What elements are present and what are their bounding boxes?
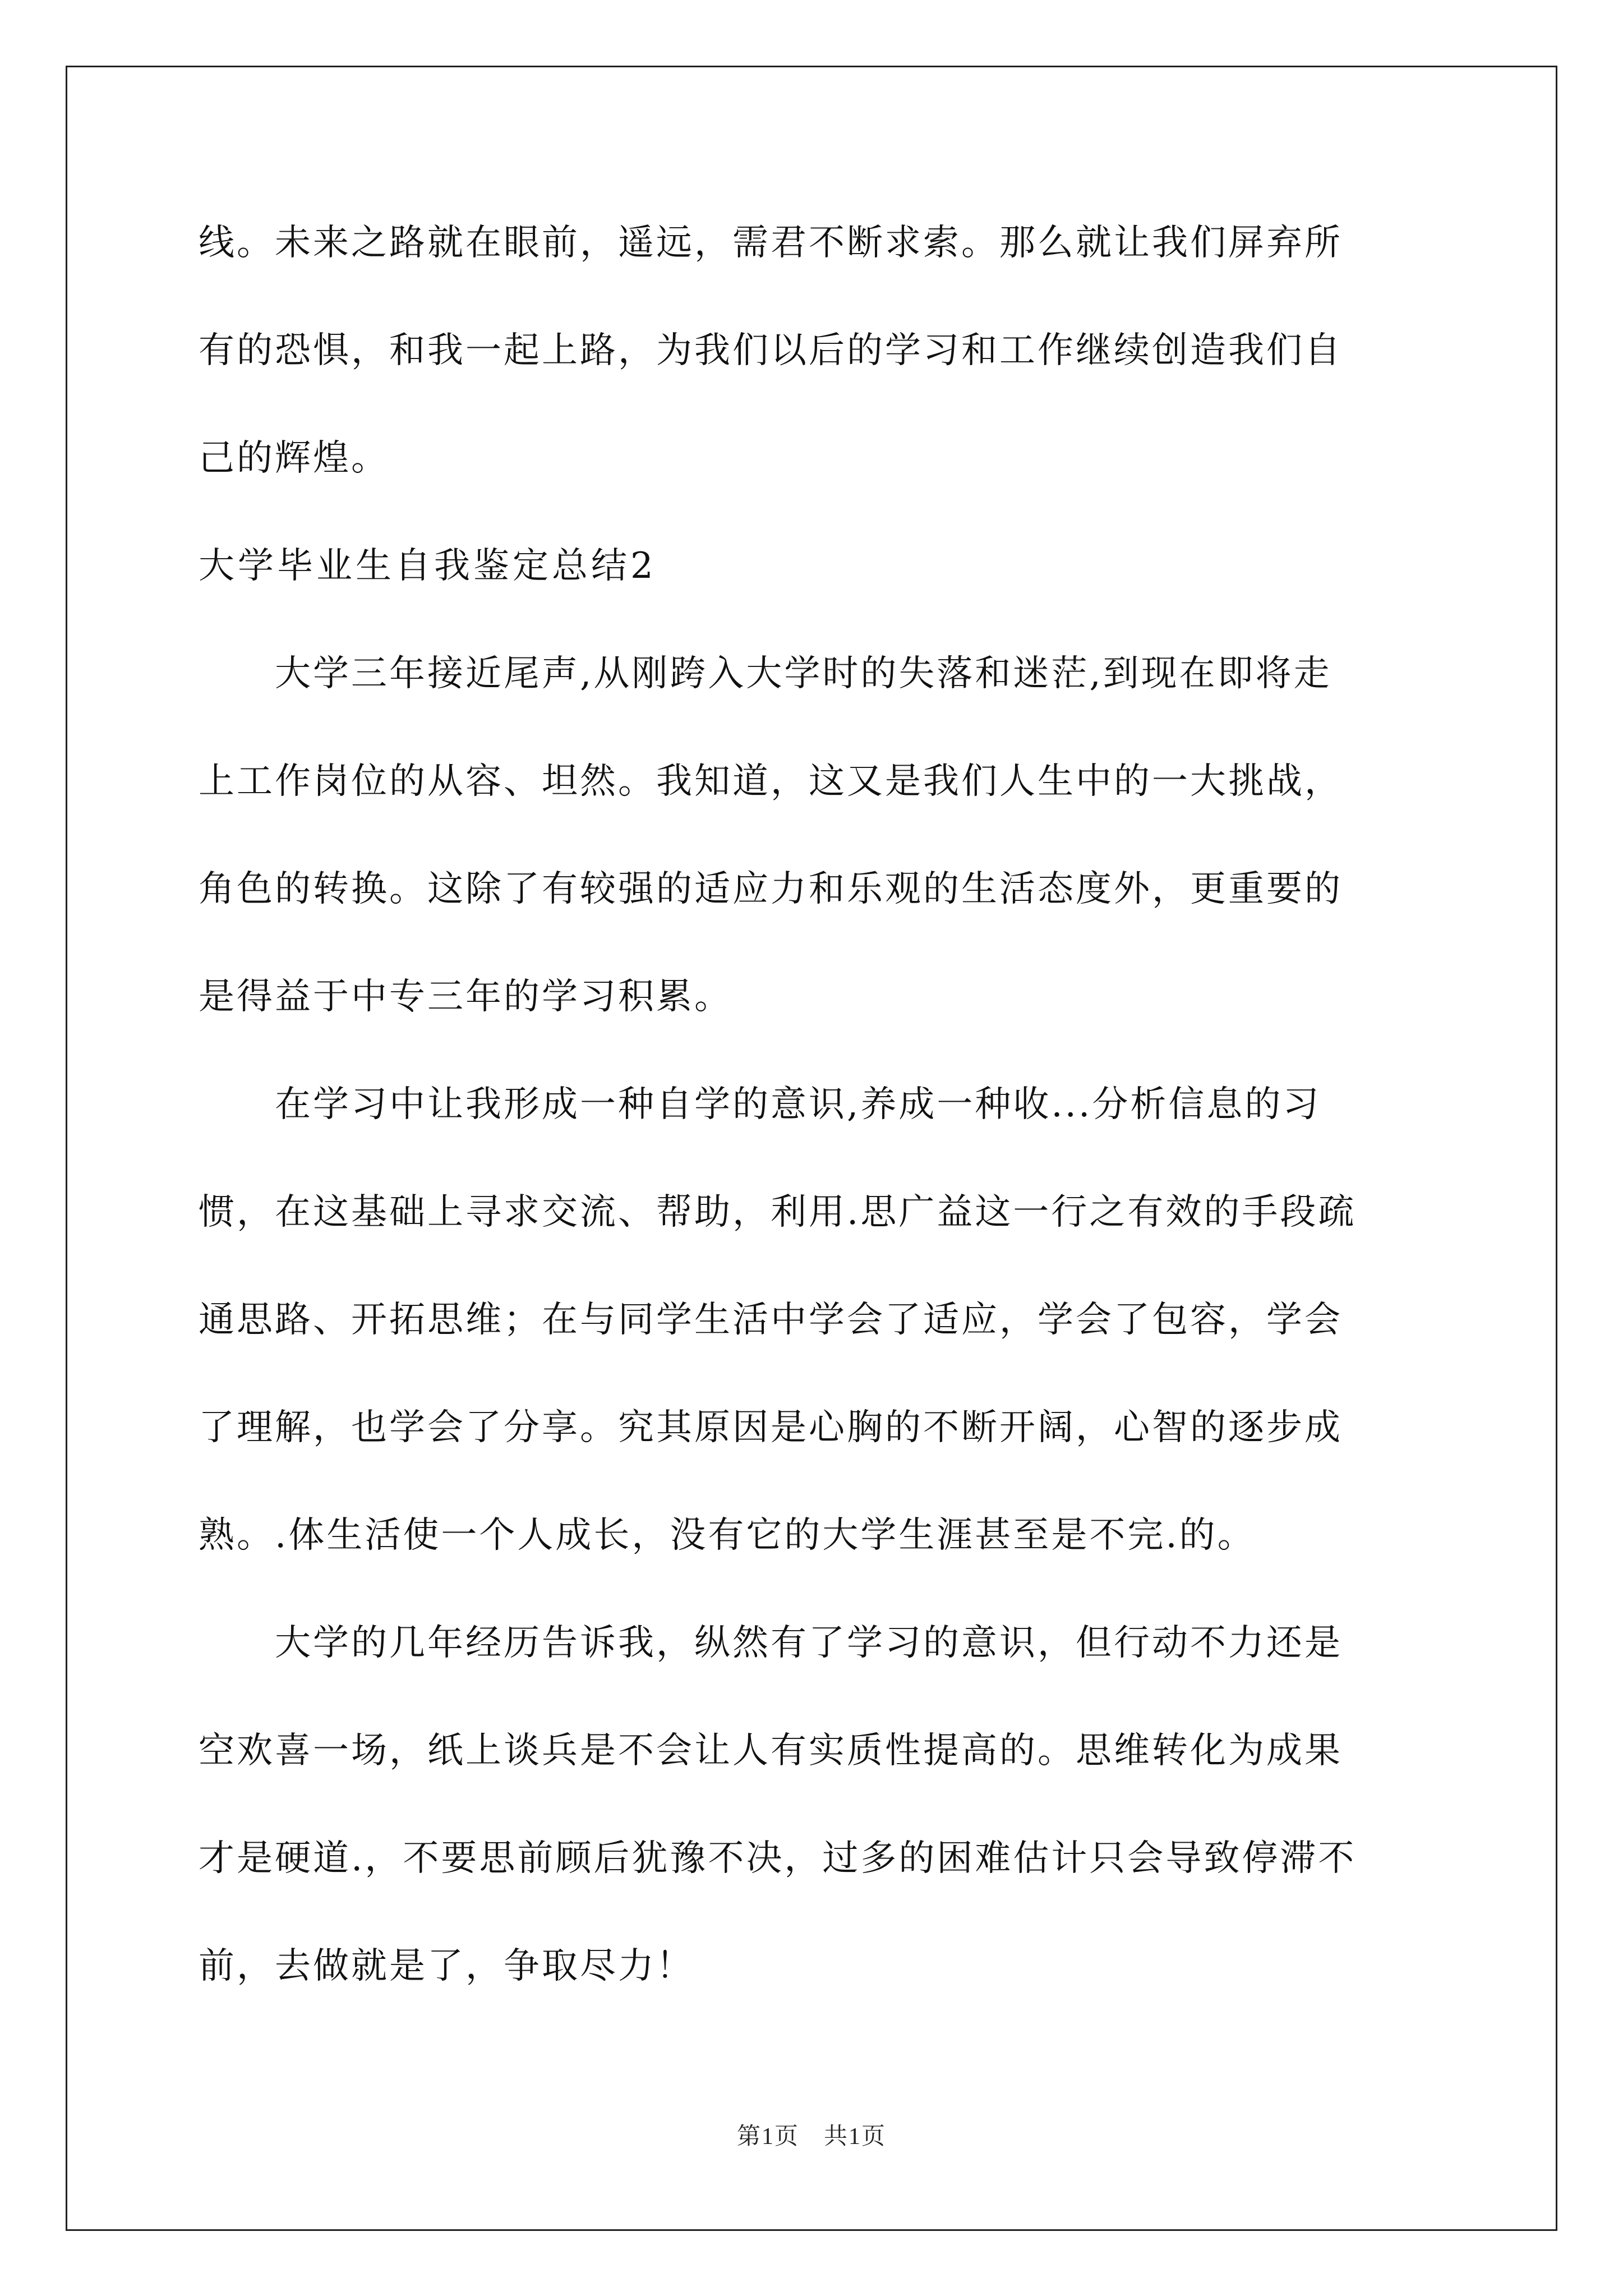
text-line: 大学三年接近尾声,从刚跨入大学时的失落和迷茫,到现在即将走	[199, 653, 1332, 694]
text-line: 才是硬道.，不要思前顾后犹豫不决，过多的困难估计只会导致停滞不	[199, 1838, 1357, 1879]
text-line: 大学的几年经历告诉我，纵然有了学习的意识，但行动不力还是	[199, 1622, 1343, 1664]
text-line: 己的辉煌。	[199, 438, 389, 479]
text-line: 是得益于中专三年的学习积累。	[199, 976, 732, 1018]
text-line: 通思路、开拓思维；在与同学生活中学会了适应，学会了包容，学会	[199, 1299, 1343, 1341]
page-number-footer: 第1页 共1页	[736, 2124, 886, 2150]
text-line: 空欢喜一场，纸上谈兵是不会让人有实质性提高的。思维转化为成果	[199, 1730, 1343, 1772]
text-line: 了理解，也学会了分享。究其原因是心胸的不断开阔，心智的逐步成	[199, 1407, 1343, 1448]
text-line: 惯，在这基础上寻求交流、帮助，利用.思广益这一行之有效的手段疏	[199, 1191, 1357, 1233]
text-line: 角色的转换。这除了有较强的适应力和乐观的生活态度外，更重要的	[199, 868, 1343, 910]
text-line: 熟。.体生活使一个人成长，没有它的大学生涯甚至是不完.的。	[199, 1515, 1256, 1556]
text-line: 在学习中让我形成一种自学的意识,养成一种收...分析信息的习	[199, 1084, 1321, 1125]
text-line: 前，去做就是了，争取尽力！	[199, 1945, 694, 1987]
text-line: 线。未来之路就在眼前，遥远，需君不断求索。那么就让我们屏弃所	[199, 222, 1343, 264]
section-heading: 大学毕业生自我鉴定总结2	[199, 545, 657, 587]
page-border	[66, 66, 1557, 2231]
text-line: 有的恐惧，和我一起上路，为我们以后的学习和工作继续创造我们自	[199, 330, 1343, 371]
text-line: 上工作岗位的从容、坦然。我知道，这又是我们人生中的一大挑战，	[199, 761, 1343, 802]
